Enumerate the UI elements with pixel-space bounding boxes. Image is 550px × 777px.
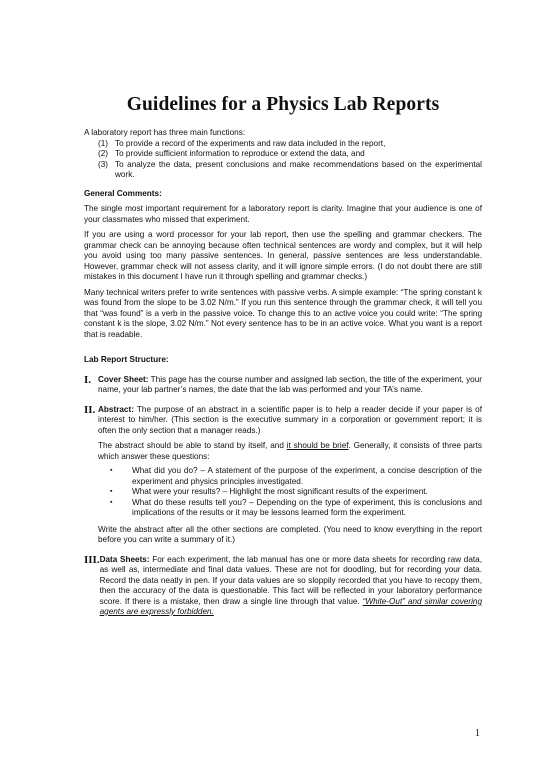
general-paragraph: Many technical writers prefer to write sentences with passive verbs. A simple example: “The spring constant k was found from the slope to be 3.02 N/m.” If you run this sentence through the grammar check, it will tell you that “was found” is a verb in the passive voice. To change this to an active voice you could write: “The spring constant k is the slope, 3.02 N/m.” Not every sentence has to be in an active voice. What you want is a report that is readable. <box>84 287 482 339</box>
section-label: Cover Sheet: <box>98 374 149 384</box>
section-text: The purpose of an abstract in a scientific paper is to help a reader decide if your paper is of interest to him/her. (This section is the executive summary in a corporation or government report; it is often the only section that a manager reads.) <box>98 404 482 435</box>
list-item: ▪ What did you do? – A statement of the purpose of the experiment, a concise description of the experiment and physics principles investigated. <box>110 466 482 486</box>
intro-text: A laboratory report has three main functions: <box>84 128 246 137</box>
underlined-text: it should be brief <box>286 441 349 450</box>
section-abstract: II. Abstract: The purpose of an abstract in a scientific paper is to help a reader decide if your paper is of interest to him/her. (This section is the executive summary in a corporation or government report; it is often the only section that a manager reads.) The abstract should be able to stand by itself, and it should be brief. Generally, it consists of three parts which answer these questions: ▪ What did you do? – A statement of the purpose of the experiment, a concise description of the experiment and physics principles investigated. ▪ What were your results? – Highlight the most significant results of the experiment. ▪ What do these results tell you? – Depending on the type of experiment, this is conclusions and implications of the results or it may be lessons learned form the experiment. Write the abstract after all the other sections are completed. (You need to know everything in the report before you can write a summary of it.) <box>84 403 482 544</box>
list-item: ▪ What do these results tell you? – Depending on the type of experiment, this is conclusions and implications of the results or it may be lessons learned form the experiment. <box>110 497 482 517</box>
bullet-icon: ▪ <box>110 467 113 474</box>
abstract-questions-list <box>98 466 482 519</box>
functions-list <box>84 139 482 181</box>
general-paragraph: If you are using a word processor for your lab report, then use the spelling and grammar checkers. The grammar check can be annoying because often technical sentences are wordy and complex, but it will help you avoid using too many passive sentences. In general, passive sentences are less understandable. However, grammar check will not assess clarity, and it will ignore simple errors. (I do not doubt there are still mistakes in this document I have run it through spelling and grammar checks.) <box>84 230 482 281</box>
general-comments-heading: General Comments: <box>84 188 162 198</box>
section-numeral: II. <box>84 403 96 416</box>
section-text: For each experiment, the lab manual has one or more data sheets for recording raw data, as well as, intermediate and final data values. These are not for doodling, but for recording your data. Record the data neatly in pen. If your data values are so sloppily recorded that you have to recopy them, then the accuracy of the data is questionable. This fact will be reflected in your laboratory performance score. If there is a mistake, then draw a single line through that value. <box>99 554 482 606</box>
general-paragraph: The single most important requirement for a laboratory report is clarity. Imagine that your audience is one of your classmates who missed that experiment. <box>84 204 482 224</box>
section-label: Data Sheets: <box>99 554 150 564</box>
bullet-icon: ▪ <box>110 498 113 506</box>
list-item: ▪ What were your results? – Highlight the most significant results of the experiment. <box>110 487 428 496</box>
bullet-icon: ▪ <box>110 488 113 495</box>
section-numeral: I. <box>84 373 92 386</box>
emphasis-text: “White-Out” and similar covering agents are expressly forbidden. <box>99 596 482 616</box>
document-title: Guidelines for a Physics Lab Reports <box>126 94 440 115</box>
section-numeral: III. <box>84 553 100 566</box>
section-label: Abstract: <box>98 404 134 414</box>
section-text: Write the abstract after all the other sections are completed. (You need to know everything in the report before you can write a summary of it.) <box>98 524 482 544</box>
structure-heading: Lab Report Structure: <box>84 355 169 364</box>
list-item: (1) To provide a record of the experiments and raw data included in the report, <box>98 138 386 148</box>
list-item: (3) To analyze the data, present conclusions and make recommendations based on the experimental work. <box>98 159 482 179</box>
section-text: This page has the course number and assigned lab section, the title of the experiment, your name, your lab partner’s names, the date that the lab was performed and your TA’s name. <box>98 374 482 394</box>
section-data-sheets <box>84 555 482 618</box>
list-item: (2) To provide sufficient information to reproduce or extend the data, and <box>98 149 365 158</box>
page-number: 1 <box>475 728 480 739</box>
section-cover-sheet <box>84 375 482 396</box>
